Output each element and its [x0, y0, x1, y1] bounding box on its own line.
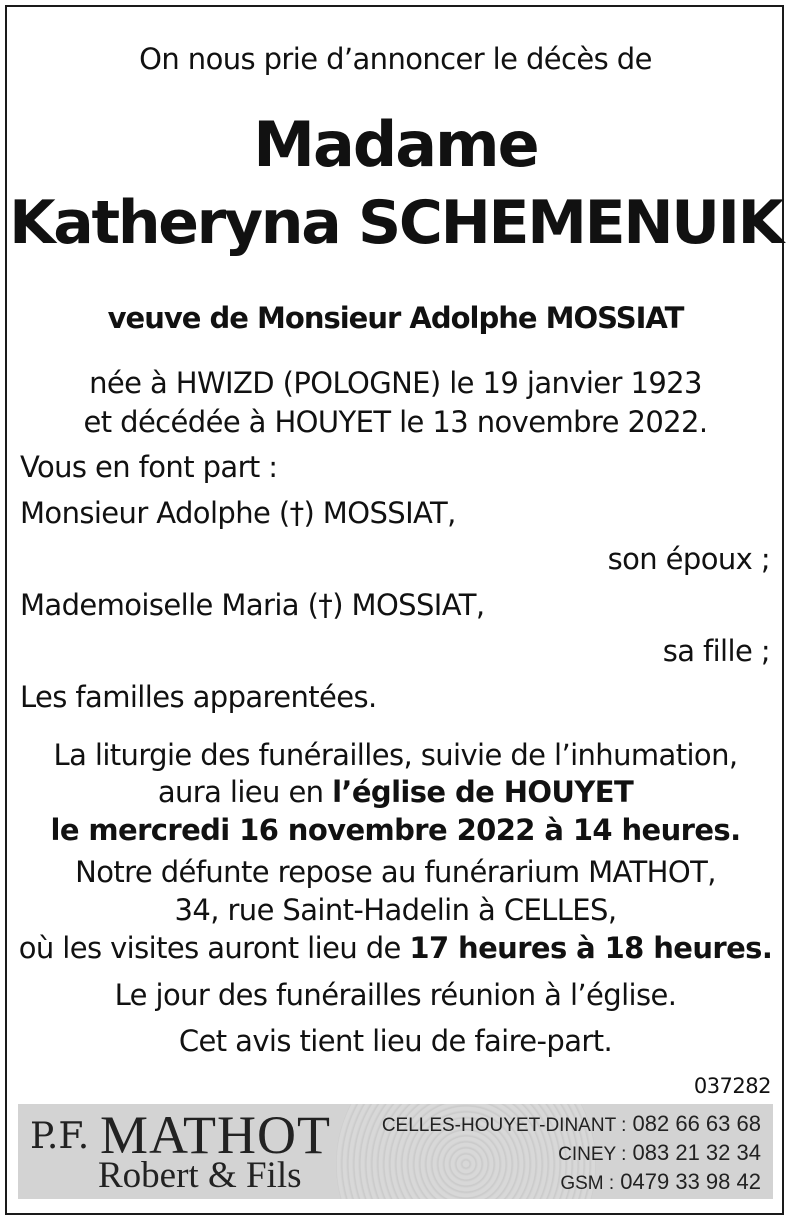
relatives-line: Les familles apparentées.	[20, 680, 377, 714]
reference-number: 037282	[693, 1074, 771, 1098]
visits-line	[0, 931, 791, 965]
phone-number: 0479 33 98 42	[620, 1169, 761, 1194]
family-member-relation: sa fille ;	[662, 634, 770, 668]
birth-line: née à HWIZD (POLOGNE) le 19 janvier 1923	[89, 366, 702, 400]
phone-list	[382, 1110, 761, 1197]
rest-line: Notre défunte repose au funérarium MATHOT,	[75, 855, 716, 889]
phone-label: CINEY :	[558, 1144, 627, 1165]
funeral-home-banner	[18, 1104, 773, 1199]
phone-entry	[382, 1110, 761, 1139]
visits-prefix: où les visites auront lieu de	[18, 931, 410, 965]
phone-label: CELLES-HOUYET-DINANT :	[381, 1115, 627, 1136]
phone-number: 083 21 32 34	[632, 1140, 761, 1165]
church-name: l’église de HOUYET	[332, 775, 634, 809]
phone-number: 082 66 63 68	[632, 1111, 761, 1136]
phone-entry	[382, 1139, 761, 1168]
ceremony-date-text: le mercredi 16 novembre 2022 à 14 heures.	[50, 813, 741, 847]
funeral-home-subtitle: Robert & Fils	[98, 1155, 302, 1196]
liturgy-line: La liturgie des funérailles, suivie de l’inhumation,	[53, 738, 738, 772]
family-member-name: Mademoiselle Maria (†) MOSSIAT,	[20, 588, 485, 622]
intro-text: On nous prie d’annoncer le décès de	[139, 42, 652, 76]
church-line	[0, 775, 791, 809]
family-member-name: Monsieur Adolphe (†) MOSSIAT,	[20, 496, 456, 530]
meeting-line: Le jour des funérailles réunion à l’église.	[114, 978, 677, 1012]
family-intro: Vous en font part :	[20, 450, 278, 484]
deceased-name: Katheryna SCHEMENUIK	[9, 188, 782, 258]
deceased-title: Madame	[253, 108, 538, 181]
widow-of: veuve de Monsieur Adolphe MOSSIAT	[107, 301, 684, 335]
address-line: 34, rue Saint-Hadelin à CELLES,	[174, 893, 617, 927]
phone-label: GSM :	[560, 1173, 615, 1194]
phone-entry	[382, 1168, 761, 1197]
notice-line: Cet avis tient lieu de faire-part.	[178, 1024, 613, 1058]
ceremony-date	[0, 813, 791, 847]
death-line: et décédée à HOUYET le 13 novembre 2022.	[83, 405, 708, 439]
church-prefix: aura lieu en	[157, 775, 333, 809]
pf-label: P.F.	[30, 1116, 90, 1157]
funeral-home-name: MATHOT	[100, 1105, 331, 1165]
family-member-relation: son époux ;	[607, 542, 770, 576]
visits-hours: 17 heures à 18 heures.	[409, 931, 773, 965]
